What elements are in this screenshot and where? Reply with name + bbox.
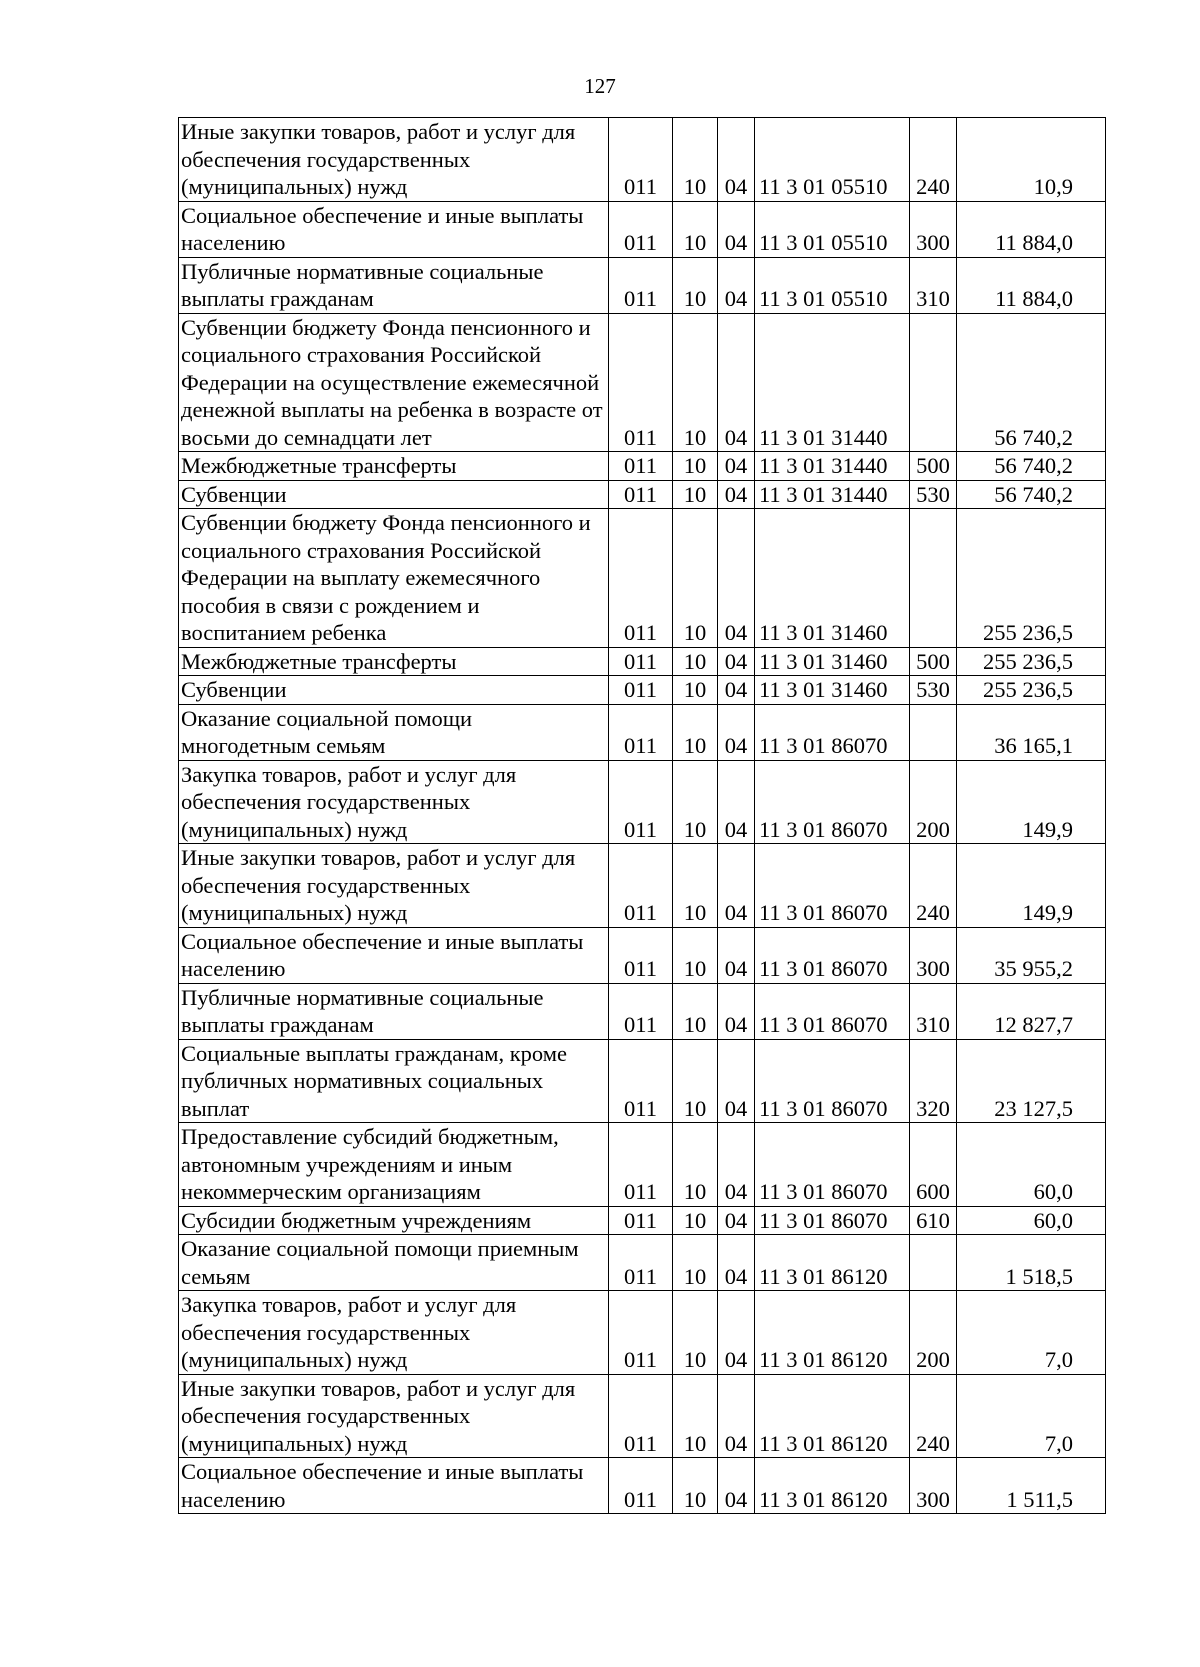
section-code: 10 xyxy=(673,1291,718,1375)
expense-type-code xyxy=(910,313,957,452)
target-article-code: 11 3 01 05510 xyxy=(755,118,910,202)
table-row xyxy=(179,704,1106,760)
ministry-code: 011 xyxy=(609,452,673,481)
target-article-code: 11 3 01 86120 xyxy=(755,1458,910,1514)
row-name: Социальное обеспечение и иные выплаты населению xyxy=(179,201,609,257)
table-row xyxy=(179,844,1106,928)
section-code: 10 xyxy=(673,1374,718,1458)
expense-type-code: 200 xyxy=(910,1291,957,1375)
expense-type-code: 610 xyxy=(910,1206,957,1235)
target-article-code: 11 3 01 31440 xyxy=(755,313,910,452)
section-code: 10 xyxy=(673,927,718,983)
ministry-code: 011 xyxy=(609,844,673,928)
table-row xyxy=(179,1206,1106,1235)
row-name: Публичные нормативные социальные выплаты гражданам xyxy=(179,257,609,313)
expense-type-code: 530 xyxy=(910,480,957,509)
target-article-code: 11 3 01 86070 xyxy=(755,844,910,928)
ministry-code: 011 xyxy=(609,1206,673,1235)
row-name: Социальное обеспечение и иные выплаты населению xyxy=(179,1458,609,1514)
subsection-code: 04 xyxy=(718,201,755,257)
page-number: 127 xyxy=(584,74,616,98)
subsection-code: 04 xyxy=(718,676,755,705)
table-row xyxy=(179,760,1106,844)
table-row xyxy=(179,1235,1106,1291)
table-row xyxy=(179,480,1106,509)
row-name: Межбюджетные трансферты xyxy=(179,647,609,676)
amount: 255 236,5 xyxy=(957,509,1106,648)
subsection-code: 04 xyxy=(718,509,755,648)
amount: 56 740,2 xyxy=(957,313,1106,452)
subsection-code: 04 xyxy=(718,704,755,760)
expense-type-code: 240 xyxy=(910,1374,957,1458)
section-code: 10 xyxy=(673,257,718,313)
table-row xyxy=(179,1458,1106,1514)
amount: 35 955,2 xyxy=(957,927,1106,983)
table-row xyxy=(179,118,1106,202)
amount: 7,0 xyxy=(957,1374,1106,1458)
subsection-code: 04 xyxy=(718,844,755,928)
expense-type-code xyxy=(910,509,957,648)
table-row xyxy=(179,1374,1106,1458)
ministry-code: 011 xyxy=(609,676,673,705)
section-code: 10 xyxy=(673,983,718,1039)
row-name: Социальные выплаты гражданам, кроме публичных нормативных социальных выплат xyxy=(179,1039,609,1123)
amount: 1 518,5 xyxy=(957,1235,1106,1291)
subsection-code: 04 xyxy=(718,760,755,844)
row-name: Предоставление субсидий бюджетным, автономным учреждениям и иным некоммерческим организациям xyxy=(179,1123,609,1207)
expense-type-code: 200 xyxy=(910,760,957,844)
amount: 56 740,2 xyxy=(957,452,1106,481)
section-code: 10 xyxy=(673,704,718,760)
target-article-code: 11 3 01 31460 xyxy=(755,509,910,648)
amount: 60,0 xyxy=(957,1206,1106,1235)
amount: 11 884,0 xyxy=(957,201,1106,257)
expense-type-code: 320 xyxy=(910,1039,957,1123)
section-code: 10 xyxy=(673,313,718,452)
amount: 255 236,5 xyxy=(957,647,1106,676)
amount: 12 827,7 xyxy=(957,983,1106,1039)
section-code: 10 xyxy=(673,201,718,257)
section-code: 10 xyxy=(673,844,718,928)
amount: 60,0 xyxy=(957,1123,1106,1207)
ministry-code: 011 xyxy=(609,509,673,648)
target-article-code: 11 3 01 86070 xyxy=(755,1123,910,1207)
amount: 1 511,5 xyxy=(957,1458,1106,1514)
target-article-code: 11 3 01 31440 xyxy=(755,452,910,481)
subsection-code: 04 xyxy=(718,257,755,313)
ministry-code: 011 xyxy=(609,257,673,313)
amount: 56 740,2 xyxy=(957,480,1106,509)
section-code: 10 xyxy=(673,452,718,481)
row-name: Субвенции xyxy=(179,480,609,509)
expense-type-code: 300 xyxy=(910,201,957,257)
target-article-code: 11 3 01 86070 xyxy=(755,983,910,1039)
ministry-code: 011 xyxy=(609,1374,673,1458)
table-row xyxy=(179,313,1106,452)
table-row xyxy=(179,1123,1106,1207)
row-name: Межбюджетные трансферты xyxy=(179,452,609,481)
table-row xyxy=(179,647,1106,676)
row-name: Субвенции бюджету Фонда пенсионного и социального страхования Российской Федерации на выплату ежемесячного пособия в связи с рождением и воспитанием ребенка xyxy=(179,509,609,648)
amount: 149,9 xyxy=(957,844,1106,928)
ministry-code: 011 xyxy=(609,1123,673,1207)
ministry-code: 011 xyxy=(609,480,673,509)
subsection-code: 04 xyxy=(718,1123,755,1207)
row-name: Социальное обеспечение и иные выплаты населению xyxy=(179,927,609,983)
row-name: Субвенции бюджету Фонда пенсионного и социального страхования Российской Федерации на осуществление ежемесячной денежной выплаты на ребенка в возрасте от восьми до семнадцати лет xyxy=(179,313,609,452)
row-name: Субвенции xyxy=(179,676,609,705)
row-name: Оказание социальной помощи многодетным семьям xyxy=(179,704,609,760)
ministry-code: 011 xyxy=(609,201,673,257)
target-article-code: 11 3 01 86120 xyxy=(755,1291,910,1375)
target-article-code: 11 3 01 05510 xyxy=(755,201,910,257)
subsection-code: 04 xyxy=(718,1206,755,1235)
section-code: 10 xyxy=(673,480,718,509)
table-row xyxy=(179,201,1106,257)
table-row xyxy=(179,983,1106,1039)
target-article-code: 11 3 01 05510 xyxy=(755,257,910,313)
section-code: 10 xyxy=(673,1235,718,1291)
section-code: 10 xyxy=(673,509,718,648)
target-article-code: 11 3 01 86070 xyxy=(755,1206,910,1235)
ministry-code: 011 xyxy=(609,927,673,983)
subsection-code: 04 xyxy=(718,927,755,983)
section-code: 10 xyxy=(673,647,718,676)
subsection-code: 04 xyxy=(718,647,755,676)
subsection-code: 04 xyxy=(718,313,755,452)
expense-type-code: 310 xyxy=(910,983,957,1039)
subsection-code: 04 xyxy=(718,118,755,202)
amount: 23 127,5 xyxy=(957,1039,1106,1123)
amount: 7,0 xyxy=(957,1291,1106,1375)
row-name: Иные закупки товаров, работ и услуг для обеспечения государственных (муниципальных) нужд xyxy=(179,118,609,202)
section-code: 10 xyxy=(673,1039,718,1123)
target-article-code: 11 3 01 31460 xyxy=(755,647,910,676)
section-code: 10 xyxy=(673,1206,718,1235)
row-name: Публичные нормативные социальные выплаты гражданам xyxy=(179,983,609,1039)
expense-type-code: 500 xyxy=(910,647,957,676)
ministry-code: 011 xyxy=(609,983,673,1039)
ministry-code: 011 xyxy=(609,1458,673,1514)
row-name: Иные закупки товаров, работ и услуг для обеспечения государственных (муниципальных) нужд xyxy=(179,1374,609,1458)
expense-type-code: 310 xyxy=(910,257,957,313)
table-row xyxy=(179,257,1106,313)
row-name: Иные закупки товаров, работ и услуг для обеспечения государственных (муниципальных) нужд xyxy=(179,844,609,928)
section-code: 10 xyxy=(673,118,718,202)
target-article-code: 11 3 01 86070 xyxy=(755,1039,910,1123)
subsection-code: 04 xyxy=(718,1374,755,1458)
amount: 10,9 xyxy=(957,118,1106,202)
amount: 255 236,5 xyxy=(957,676,1106,705)
expense-type-code xyxy=(910,1235,957,1291)
subsection-code: 04 xyxy=(718,1458,755,1514)
expense-type-code: 600 xyxy=(910,1123,957,1207)
target-article-code: 11 3 01 86120 xyxy=(755,1235,910,1291)
target-article-code: 11 3 01 31440 xyxy=(755,480,910,509)
ministry-code: 011 xyxy=(609,313,673,452)
target-article-code: 11 3 01 86070 xyxy=(755,760,910,844)
amount: 11 884,0 xyxy=(957,257,1106,313)
expense-type-code xyxy=(910,704,957,760)
budget-table xyxy=(178,117,1106,1514)
row-name: Закупка товаров, работ и услуг для обеспечения государственных (муниципальных) нужд xyxy=(179,760,609,844)
expense-type-code: 500 xyxy=(910,452,957,481)
table-row xyxy=(179,509,1106,648)
table-row xyxy=(179,452,1106,481)
table-row xyxy=(179,927,1106,983)
row-name: Закупка товаров, работ и услуг для обеспечения государственных (муниципальных) нужд xyxy=(179,1291,609,1375)
subsection-code: 04 xyxy=(718,1039,755,1123)
section-code: 10 xyxy=(673,676,718,705)
expense-type-code: 530 xyxy=(910,676,957,705)
table-row xyxy=(179,1291,1106,1375)
row-name: Оказание социальной помощи приемным семьям xyxy=(179,1235,609,1291)
expense-type-code: 300 xyxy=(910,1458,957,1514)
expense-type-code: 300 xyxy=(910,927,957,983)
ministry-code: 011 xyxy=(609,1235,673,1291)
ministry-code: 011 xyxy=(609,647,673,676)
ministry-code: 011 xyxy=(609,1291,673,1375)
target-article-code: 11 3 01 31460 xyxy=(755,676,910,705)
section-code: 10 xyxy=(673,1123,718,1207)
target-article-code: 11 3 01 86070 xyxy=(755,927,910,983)
subsection-code: 04 xyxy=(718,452,755,481)
table-row xyxy=(179,676,1106,705)
subsection-code: 04 xyxy=(718,1291,755,1375)
section-code: 10 xyxy=(673,760,718,844)
target-article-code: 11 3 01 86120 xyxy=(755,1374,910,1458)
ministry-code: 011 xyxy=(609,118,673,202)
section-code: 10 xyxy=(673,1458,718,1514)
ministry-code: 011 xyxy=(609,760,673,844)
subsection-code: 04 xyxy=(718,983,755,1039)
amount: 149,9 xyxy=(957,760,1106,844)
row-name: Субсидии бюджетным учреждениям xyxy=(179,1206,609,1235)
target-article-code: 11 3 01 86070 xyxy=(755,704,910,760)
subsection-code: 04 xyxy=(718,480,755,509)
ministry-code: 011 xyxy=(609,1039,673,1123)
amount: 36 165,1 xyxy=(957,704,1106,760)
subsection-code: 04 xyxy=(718,1235,755,1291)
ministry-code: 011 xyxy=(609,704,673,760)
expense-type-code: 240 xyxy=(910,844,957,928)
table-row xyxy=(179,1039,1106,1123)
expense-type-code: 240 xyxy=(910,118,957,202)
